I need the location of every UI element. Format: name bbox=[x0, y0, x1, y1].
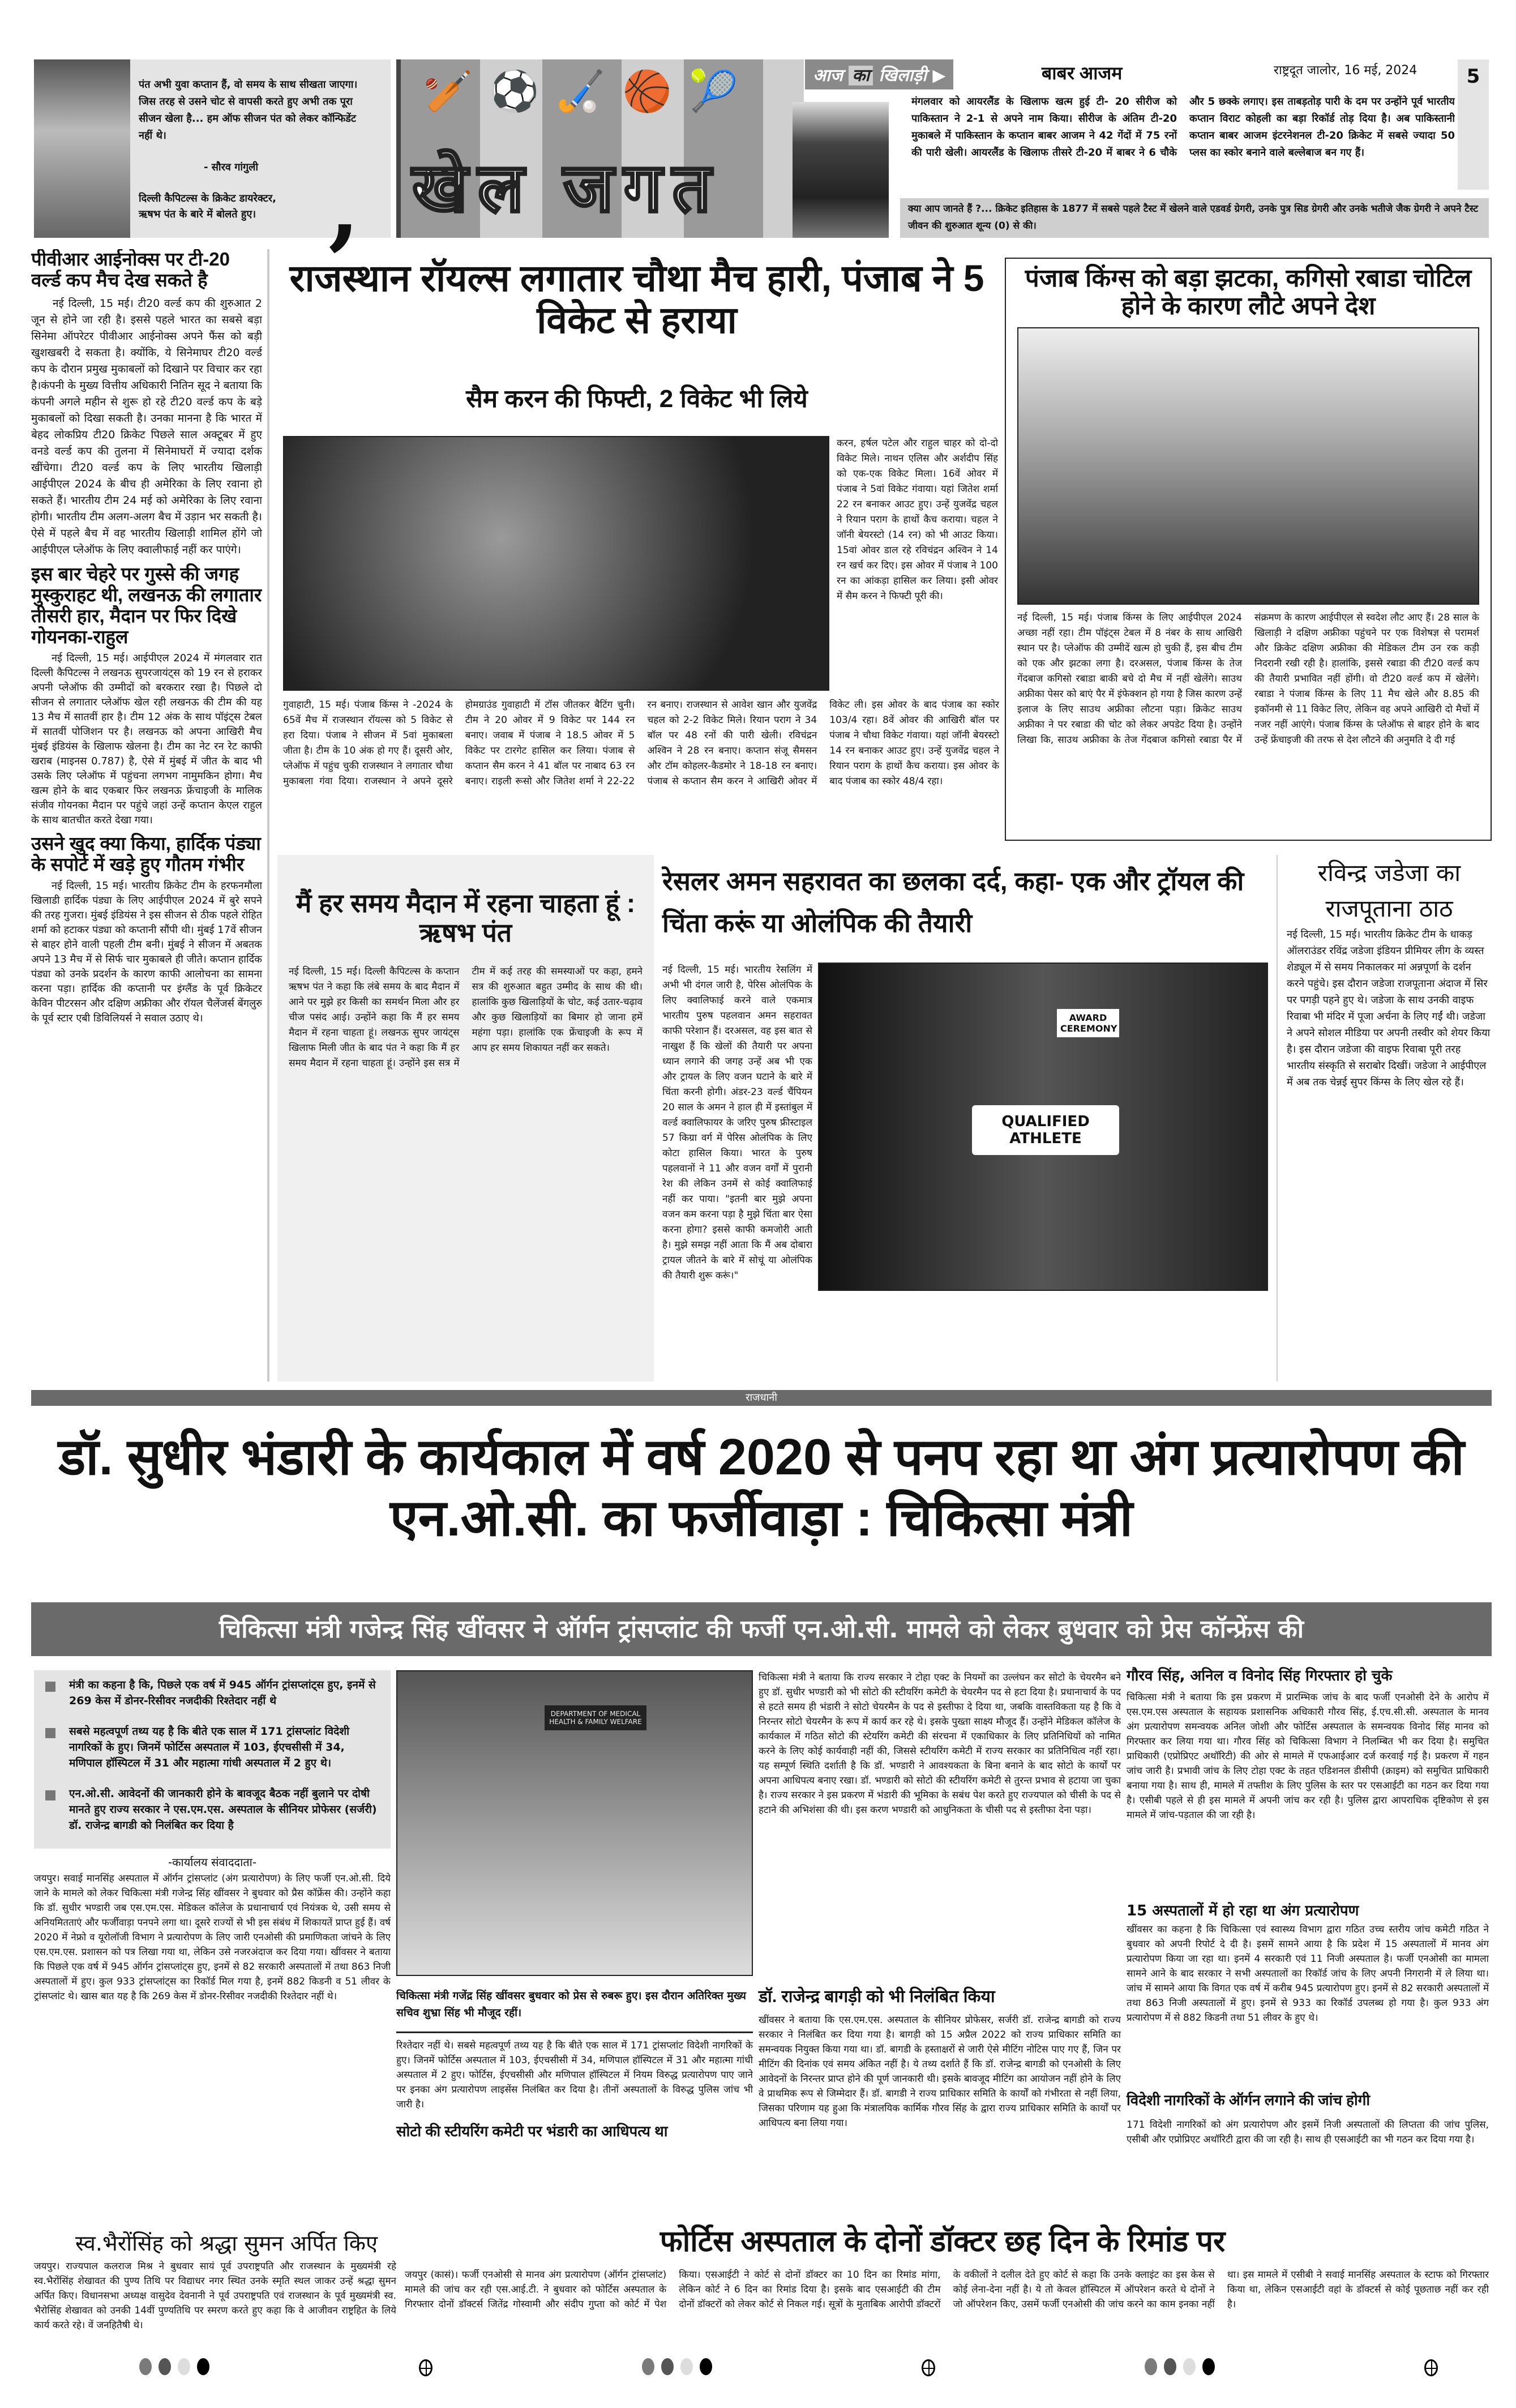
rabada-photo bbox=[1017, 327, 1479, 605]
badge-word: का bbox=[849, 66, 873, 85]
player-of-day-text: मंगलवार को आयरलैंड के खिलाफ खत्म हुई टी- 20 सीरीज को पाकिस्तान ने 2-1 से अपने नाम किया। सीरीज के अंतिम टी-20 मुकाबले में पाकिस्तान के कप्तान बाबर आजम ने 42 गेंदों में 75 रनों की पारी खेली। आयरलैंड के खिलाफ तीसरे टी-20 में बाबर ने 6 चौके और 5 छक्के लगाए। इस ताबड़तोड़ पारी के दम पर उन्होंने पूर्व भारतीय कप्तान विराट कोहली का बड़ा रिकॉर्ड तोड़ दिया है। अब पाकिस्तानी कप्तान बाबर आजम इंटरनेशनल टी-20 क्रिकेट में सबसे ज्यादा 50 प्लस का स्कोर बनाने वाले बल्लेबाज बन गए हैं। bbox=[911, 96, 1455, 159]
rajasthan-subheadline: सैम करन की फिफ्टी, 2 विकेट भी लिये bbox=[466, 385, 808, 413]
color-dots bbox=[639, 2358, 716, 2377]
player-of-day-badge: आज का खिलाड़ी ▶ bbox=[805, 59, 953, 89]
aman-headline: रेसलर अमन सहरावत का छलका दर्द, कहा- एक और ट्रॉयल की चिंता करूं या ओलंपिक की तैयारी bbox=[662, 866, 1244, 938]
photo-sign: QUALIFIED ATHLETE bbox=[972, 1105, 1119, 1155]
quote-text: पंत अभी युवा कप्तान हैं, वो समय के साथ सीखता जाएगा। जिस तरह से उसने चोट से वापसी करते हुए अभी तक पूरा सीजन खेला है... हम ऑफ सीजन पंत को लेकर कॉन्फिडेंट नहीं थे। bbox=[139, 79, 358, 142]
photo-sign: DEPARTMENT OF MEDICAL HEALTH & FAMILY WELFARE bbox=[545, 1705, 646, 1730]
subhead-foreign: विदेशी नागरिकों के ऑर्गन लगाने की जांच होगी bbox=[1127, 2092, 1371, 2108]
jadeja-headline: रविन्द्र जडेजा का राजपूताना ठाठ bbox=[1317, 859, 1461, 922]
square-bullet-icon bbox=[45, 1682, 55, 1692]
punjab-story-box bbox=[1005, 258, 1492, 841]
highlight-item bbox=[45, 1786, 379, 1833]
pant-story bbox=[277, 855, 654, 1382]
color-dots bbox=[1141, 2358, 1218, 2377]
left-column bbox=[31, 249, 262, 1382]
highlight-text: सबसे महत्वपूर्ण तथ्य यह है कि बीते एक साल में 171 ट्रांसप्लांट विदेशी नागरिकों के हुए। जिनमें फोर्टिस अस्पताल में 103, ईएचसीसी में 34, मणिपाल हॉस्पिटल में 31 और महात्मा गांधी अस्पताल में 2 हुए थे। bbox=[69, 1725, 350, 1769]
highlights-box bbox=[34, 1670, 391, 1849]
registration-mark-icon bbox=[922, 2359, 935, 2376]
quote-mark-icon: , bbox=[328, 153, 360, 260]
square-bullet-icon bbox=[45, 1728, 55, 1738]
jadeja-body: नई दिल्ली, 15 मई। भारतीय क्रिकेट टीम के धाकड़ ऑलराउंडर रविंद्र जडेजा इंडियन प्रीमियर लीग के व्यस्त शेड्यूल में से समय निकालकर मां अन्नपूर्णा के दर्शन करने पहुंचे। इस दौरान जडेजा राजपूताना अंदाज में सिर पर पगड़ी पहने हुए थे। जडेजा के साथ उनकी वाइफ रिवाबा भी मंदिर में पूजा अर्चना के लिए गईं थी। जडेजा ने अपने सोशल मीडिया पर अपनी तस्वीर को शेयर किया है। इस दौरान जडेजा की वाइफ रिवाबा पूरी तरह भारतीय संस्कृति से सराबोर दिखीं। जडेजा ने आईपीएल में अब तक चेन्नई सुपर किंग्स के लिए खेल रहे हैं। bbox=[1287, 929, 1491, 1088]
highlight-text: एन.ओ.सी. आवेदनों की जानकारी होने के बावजूद बैठक नहीं बुलाने पर दोषी मानते हुए राज्य सरकार ने एस.एम.एस. अस्पताल के सीनियर प्रोफेसर (सर्जरी) डॉ. राजेन्द्र बागडी को निलंबित कर दिया है bbox=[69, 1787, 377, 1832]
arrest-body: चिकित्सा मंत्री ने बताया कि इस प्रकरण में प्रारम्भिक जांच के बाद फर्जी एनओसी देने के आरोप में एस.एम.एस अस्पताल के सहायक प्रशासनिक अधिकारी गौरव सिंह, ई.एच.सी.सी. अस्पताल के मानव अंग प्रत्यारोपण समन्वयक अनिल जोशी और फोर्टिस अस्पताल के समन्वयक विनोद सिंह मानव को गिरफ्तार कर लिया गया था। गौरव सिंह को चिकित्सा विभाग ने निलम्बित भी कर दिया है। समुचित प्राधिकारी (एप्रोप्रिएट अथॉरिटी) की ओर से मामले में एफआईआर दर्ज करवाई गई है। प्रकरण में गहन जांच जारी है। प्रभावी जांच के लिए टोहा एक्ट के तहत एडिशनल डीसीपी (क्राइम) को समुचित प्राधिकारी बनाया गया है। साथ ही, मामले में तफ्तीश के लिए पुलिस के स्तर पर एसआईटी का गठन कर दिया गया है। एसीबी पहले से ही इस मामले में अपनी जांच कर रही है। पुलिस द्वारा आपराधिक दृष्टिकोण से इस मामले में जांच-पड़ताल की जा रही है। bbox=[1127, 1692, 1489, 1821]
rajasthan-side-text: करन, हर्षल पटेल और राहुल चाहर को दो-दो विकेट मिले। नाथन एलिस और अर्शदीप सिंह को एक-एक विकेट मिला। 16वें ओवर में पंजाब ने 5वां विकेट गंवाया। यहां जितेश शर्मा 22 रन बनाकर आउट हुए। उन्हें युजवेंद्र चहल ने रियान पराग के हाथों कैच कराया। चहल ने जॉनी बेयरस्टो (14 रन) को भी आउट किया। 15वां ओवर डाल रहे रविचंद्रन अश्विन ने 14 रन खर्च कर दिए। इस ओवर में पंजाब ने 100 रन का आंकड़ा हासिल कर लिया। इसी ओवर में सैम करन ने फिफ्टी पूरी की। bbox=[837, 438, 998, 602]
story-body: नई दिल्ली, 15 मई। आईपीएल 2024 में मंगलवार रात दिल्ली कैपिटल्स ने लखनऊ सुपरजायंट्स को 19 रन से हराकर अपनी प्लेऑफ की उम्मीदों को बरकरार रखा है। पिछले दो सीजन से लगातार प्लेऑफ खेल रही लखनऊ की टीम की यह 13 मैच में सातवीं हार है। टीम 12 अंक के साथ पॉइंट्स टेबल में सातवीं पोजिशन पर है। लखनऊ को अपना आखिरी मैच मुंबई इंडियंस के खिलाफ खेलना है। टीम का नेट रन रेट काफी खराब (माइनस 0.787) है, ऐसे में मुंबई में जीत के बाद भी उसके लिए प्लेऑफ में पहुंचना लगभग नामुमकिन होगा। मैच खत्म होने के बाद एकबार फिर लखनऊ फ्रेंचाइजी के मालिक संजीव गोयनका मैदान पर पहुंचे जहां उन्हें कप्तान केएल राहुल के साथ बातचीत करते देखा गया। bbox=[31, 652, 262, 826]
highlight-text: मंत्री का कहना है कि, पिछले एक वर्ष में 945 ऑर्गन ट्रांसप्लांट्स हुए, इनमें से 269 केस में डोनर-रिसीवर नजदीकी रिश्तेदार नहीं थे bbox=[69, 1679, 376, 1707]
highlight-item bbox=[45, 1723, 379, 1771]
press-conference-photo bbox=[396, 1670, 753, 1976]
registration-mark-icon bbox=[1424, 2359, 1438, 2376]
color-dots bbox=[136, 2358, 213, 2377]
fortis-body: जयपुर (कासं)। फर्जी एनओसी से मानव अंग प्रत्यारोपण (ऑर्गन ट्रांसप्लांट) मामले की जांच कर रही एस.आई.टी. ने बुधवार को फोर्टिस अस्पताल के गिरफ्तार दोनों डॉक्टर्स जितेंद्र गोस्वामी और संदीप गुप्ता को कोर्ट में पेश किया। एसआईटी ने कोर्ट से दोनों डॉक्टर का 10 दिन का रिमांड मांगा, लेकिन कोर्ट ने 6 दिन का रिमांड दिया है। इसके बाद एसआईटी की टीम दोनों डॉक्टरों को लेकर कोर्ट से निकल गई। सूत्रों के मुताबिक आरोपी डॉक्टरों के वकीलों ने दलील देते हुए कोर्ट से कहा कि उनके क्लाइंट का इस केस से कोई लेना-देना नहीं है। ये तो केवल हॉस्पिटल में ऑपरेशन करते थे दोनों ने जो ऑपरेशन किए, उसमें फर्जी एनओसी की जांच करने का काम इनका नहीं था। इस मामले में एसीबी ने सवाई मानसिंह अस्पताल के स्टाफ को गिरफ्तार किया था, लेकिन एसआईटी वहां के डॉक्टर्स से कोई पूछताछ नहीं कर रही है। bbox=[405, 2269, 1489, 2310]
aman-sehrawat-photo bbox=[818, 963, 1268, 1291]
sourav-ganguly-photo bbox=[34, 59, 130, 238]
subhead-arrest: गौरव सिंह, अनिल व विनोद सिंह गिरफ्तार हो चुके bbox=[1127, 1667, 1393, 1684]
fortis-headline: फोर्टिस अस्पताल के दोनों डॉक्टर छह दिन के रिमांड पर bbox=[659, 2225, 1226, 2258]
obituary-headline: स्व.भैरोंसिंह को श्रद्धा सुमन अर्पित किए bbox=[75, 2231, 378, 2256]
section-logo-banner bbox=[396, 59, 804, 238]
pant-headline: मैं हर समय मैदान में रहना चाहता हूं : ऋषभ पंत bbox=[296, 888, 636, 947]
aman-body: नई दिल्ली, 15 मई। भारतीय रेसलिंग में अभी भी दंगल जारी है, पेरिस ओलंपिक के लिए क्वालिफाई करने वाले एकमात्र भारतीय पुरुष पहलवान अमन सहरावत काफी परेशान हैं। दरअसल, वह इस बात से नाखुश हैं कि खेलों की तैयारी पर अपना ध्यान लगाने की जगह उन्हें अब भी एक और ट्रायल के लिए वजन घटाने के बारे में चिंता करनी होगी। अंडर-23 वर्ल्ड चैंपियन 20 साल के अमन ने हाल ही में इस्तांबुल में वर्ल्ड क्वालिफायर के जरिए पुरुष फ्रीस्टाइल 57 किग्रा वर्ग में पेरिस ओलंपिक के लिए कोटा हासिल किया। भारत के पुरुष पहलवानों ने 11 और वजन वर्गों में पुरानी रेश की लेकिन उनमें से कोई क्वालिफाई नहीं कर पाया। "इतनी बार मुझे अपना वजन कम करना पड़ा है मुझे चिंता बार ऐसा करना होगा? इससे काफी कमजोरी आती है। मुझे समझ नहीं आता कि मैं अब दोबारा ट्रायल जीतने के बारे में सोचूं या ओलंपिक की तैयारी शुरू करूं।" bbox=[662, 964, 812, 1281]
newspaper-date: राष्ट्रदूत जालोर, 16 मई, 2024 bbox=[1274, 63, 1417, 78]
bagdi-body: खींवसर ने बताया कि एस.एम.एस. अस्पताल के सीनियर प्रोफेसर, सर्जरी डॉ. राजेन्द्र बागडी को राज्य सरकार ने निलंबित कर दिया गया है। बागड़ी को 15 अप्रैल 2022 को राज्य प्राधिकार समिति का समन्वयक नियुक्त किया गया था। डॉ. बागडी के हस्ताक्षरों से जारी ऐसे मीटिंग नोटिस पाए गए हैं, जिन पर मीटिंग की दिनांक एवं समय अंकित नहीं है। ये तथ्य दर्शाते हैं कि डॉ. राजेन्द्र बागडी को एनओसी के लिए आवेदनों के निरन्तर प्राप्त होने की पूर्ण जानकारी थी। इसके बावजूद मीटिंग का आयोजन नहीं होने के लिए वे प्राथमिक रूप से जिम्मेदार हैं। डॉ. बागडी ने राज्य प्राधिकार समिति के कार्यों को गंभीरता से नहीं लिया, जिसका परिणाम यह हुआ कि मंत्रालयिक कार्मिक गौरव सिंह के द्वारा राज्य प्राधिकार समिति के कार्यों पर आधिपत्य बना लिया गया। bbox=[759, 2014, 1121, 2129]
subhead-bagdi: डॉ. राजेन्द्र बागड़ी को भी निलंबित किया bbox=[759, 1987, 995, 2006]
pant-body: नई दिल्ली, 15 मई। दिल्ली कैपिटल्स के कप्तान ऋषभ पंत ने कहा कि लंबे समय के बाद मैदान में आने पर मुझे हर किसी का समर्थन मिला और हर चीज पसंद आई। उन्होंने कहा कि मैं हर समय मैदान में रहना चाहता हूं। लखनऊ सुपर जायंट्स खिलाफ मिली जीत के बाद पंत ने कहा कि मैं हर समय मैदान में रहना चाहता हूं। उन्होंने इस सत्र में टीम में कई तरह की समस्याओं पर कहा, हमने सत्र की शुरुआत बहुत उम्मीद के साथ की थी। हालांकि कुछ खिलाड़ियों के चोट, कई उतार-चढ़ाव और कुछ खिलाड़ियों का बिमार हो जाना हमें महंगा पड़ा। हालांकि एक फ्रेंचाइजी के रूप में आप हर समय शिकायत नहीं कर सकते। bbox=[289, 966, 643, 1070]
badge-word: आज bbox=[813, 66, 843, 85]
rajasthan-body: गुवाहाटी, 15 मई। पंजाब किंग्स ने -2024 के 65वें मैच में राजस्थान रॉयल्स को 5 विकेट से हरा दिया। पंजाब ने सीजन में 5वां मुकाबला जीता है। टीम के 10 अंक हो गए हैं। दूसरी ओर, प्लेऑफ में पहुंच चुकी राजस्थान ने लगातार चौथा मुकाबला गंवा दिया। राजस्थान ने अपने दूसरे होमग्राउंड गुवाहाटी में टॉस जीतकर बैटिंग चुनी। टीम ने 20 ओवर में 9 विकेट पर 144 रन बनाए। जवाब में पंजाब ने 18.5 ओवर में 5 विकेट पर टारगेट हासिल कर लिया। पंजाब से कप्तान सैम करन ने 41 बॉल पर नाबाद 63 रन बनाए। राइली रूसो और जितेश शर्मा ने 22-22 रन बनाए। राजस्थान से आवेश खान और युजवेंद्र चहल को 2-2 विकेट मिले। रियान पराग ने 34 बॉल पर 48 रनों की पारी खेली। रविचंद्रन अश्विन ने 28 रन बनाए। कप्तान संजू सैमसन और टॉम कोहलर-कैडमोर ने 18-18 रन बनाए। पंजाब से कप्तान सैम करन ने आखिरी ओवर में विकेट ली। इस ओवर के बाद पंजाब का स्कोर 103/4 रहा। 8वें ओवर की आखिरी बॉल पर पंजाब ने चौथा विकेट गंवाया। यहां जॉनी बेयरस्टो 14 रन बनाकर आउट हुए। उन्हें युजवेंद्र चहल ने रियान पराग के हाथों कैच कराया। इस ओवर के बाद पंजाब का स्कोर 48/4 रहा। bbox=[283, 699, 999, 787]
byline: -कार्यालय संवाददाता- bbox=[168, 1855, 257, 1869]
rajasthan-match-photo bbox=[283, 436, 829, 691]
registration-mark-icon bbox=[419, 2359, 432, 2376]
page-number: 5 bbox=[1458, 59, 1489, 190]
quote-description: दिल्ली कैपिटल्स के क्रिकेट डायरेक्टर, ऋषभ पंत के बारे में बोलते हुए। bbox=[139, 193, 276, 220]
subhead-soto: सोटो की स्टीयरिंग कमेटी पर भंडारी का आधिपत्य था bbox=[396, 2123, 668, 2140]
player-name: बाबर आजम bbox=[1042, 63, 1123, 83]
lead-body-left: जयपुर। सवाई मानसिंह अस्पताल में ऑर्गन ट्रांसप्लांट (अंग प्रत्यारोपण) के लिए फर्जी एन.ओ.सी. दिये जाने के मामले को लेकर चिकित्सा मंत्री गजेन्द्र सिंह खींवसर ने बुधवार को प्रैस कॉफ्रेंस की। उन्होंने कहा कि डॉ. सुधीर भण्डारी जब एस.एम.एस. मेडिकल कॉलेज के प्रधानाचार्य एवं नियंत्रक थे, उसी समय से अनियमितताएं और फर्जीवाड़ा पनपने लगा था। दूसरे राज्यों से भी इस संबंध में शिकायतें प्राप्त हुई हैं। वर्ष 2020 में नेफ्रो व यूरोलॉजी विभाग ने प्रत्यारोपण के लिए जारी एनओसी की प्रमाणिकता जांचने के लिए एस.एम.एस. प्रशासन को पत्र लिखा गया था, लेकिन उसे नजरअंदाज कर दिया गया। खींवसर ने बताया कि पिछले एक वर्ष में 945 ऑर्गन ट्रांसप्लांट्स हुए, इनमें से 82 सरकारी अस्पतालों में तथा 863 निजी अस्पतालों में हुए। कुल 933 ट्रांसप्लांट्स का रिकॉर्ड मिल गया है, इनमें 882 किडनी व 51 लीवर के ट्रांसप्लांट थे। खास बात यह है कि 269 केस में डोनर-रिसीवर नजदीकी रिश्तेदार नहीं थे। bbox=[34, 1873, 391, 2002]
subhead-15-hospitals: 15 अस्पतालों में हो रहा था अंग प्रत्यारोपण bbox=[1127, 1902, 1359, 1919]
punjab-body: नई दिल्ली, 15 मई। पंजाब किंग्स के लिए आईपीएल 2024 अच्छा नहीं रहा। टीम पॉइंट्स टेबल में 8 नंबर के साथ आखिरी स्थान पर है। प्लेऑफ की उम्मीदें खत्म हो चुकी हैं, इस बीच टीम को एक और झटका लगा है। दरअसल, पंजाब किंग्स के तेज गेंदबाज कगिसो रबाडा बाकी बचे दो मैच में नहीं खेलेंगे। साउथ अफ्रीका पेसर को बाएं पैर में इंफेक्शन हो गया है जिस कारण उन्हें इलाज के लिए साउथ अफ्रीका लौटना पड़ा। क्रिकेट साउथ अफ्रीका ने पर रबाडा की चोट को लेकर अपडेट दिया है। उन्होंने लिखा कि, साउथ अफ्रीका के तेज गेंदबाज कगिसो रबाडा पैर में संक्रमण के कारण आईपीएल से स्वदेश लौट आए हैं। 28 साल के खिलाड़ी ने दक्षिण अफ्रीका पहुंचने पर एक विशेषज्ञ से परामर्श और क्रिकेट दक्षिण अफ्रीका की मेडिकल टीम उन रक कड़ी निदरानी रखी रही है। हालांकि, इससे रबाडा की टी20 वर्ल्ड कप की तैयारी प्रभावित नहीं होंगी। वो टी20 वर्ल्ड कप में खेलेंगे। रबाडा ने पंजाब किंग्स के लिए 11 मैच खेले और 8.85 की इकॉनमी से 11 विकेट लिए, लेकिन वह अपने आखिरी दो मैचों में नजर नहीं आएंगे। पंजाब किंग्स के प्लेऑफ से बाहर होने के बाद उन्हें फ्रेंचाइजी की तरफ से देश लौटने की अनुमति दे दी गई bbox=[1017, 611, 1479, 746]
section-logo: खेल जगत bbox=[412, 150, 721, 226]
sports-icons: 🏏⚽🏑🏀🎾 bbox=[423, 68, 755, 114]
photo-sign: AWARD CEREMONY bbox=[1057, 1009, 1119, 1037]
quote-box bbox=[34, 59, 391, 260]
story-headline: उसने खुद क्या किया, हार्दिक पंड्या के सपोर्ट में खड़े हुए गौतम गंभीर bbox=[31, 832, 261, 875]
hospitals-body: खींवसर का कहना है कि चिकित्सा एवं स्वास्थ्य विभाग द्वारा गठित उच्च स्तरीय जांच कमेटी गठित ने बुधवार को अपनी रिपोर्ट दे दी है। इसमें सामने आया है कि प्रदेश में 15 अस्पतालों में मानव अंग प्रत्यारोपण किया जा रहा था। इनमें 4 सरकारी एवं 11 निजी अस्पताल है। फर्जी एनओसी का मामला सामने आने के बाद सरकार ने सभी अस्पतालों का रिकॉर्ड जांच के लिए अपनी निगरानी में ले लिया था। जांच में सामने आया कि विगत एक वर्ष में करीब 945 प्रत्यारोपण हुए। इनमें से 82 सरकारी अस्पतालों में तथा 863 निजी अस्पतालों में हुए। इनमें से 933 का रिकॉर्ड उपलब्ध हो गया है। कुल 933 अंग प्रत्यारोपण में से 882 किडनी तथा 51 लीवर के हुए थे। bbox=[1127, 1924, 1489, 2024]
section-label: राजधानी bbox=[31, 1390, 1492, 1406]
story-body: नई दिल्ली, 15 मई। टी20 वर्ल्ड कप की शुरुआत 2 जून से होने जा रही है। इससे पहले भारत का सबसे बड़ा सिनेमा ऑपरेटर पीवीआर आईनोक्स अपने फैंस को बड़ी खुशखबरी दे सकता है। क्योंकि, ये सिनेमाघर टी20 वर्ल्ड कप के दौरान प्रमुख मुकाबलों को दिखाने पर विचार कर रहा है।कंपनी के मुख्य वित्तीय अधिकारी नितिन सूद ने बताया कि कंपनी अगले महीन से शुरू हो रहे टी20 वर्ल्ड कप के बड़े मुकाबलों को दिखा सकती है। उनका मानना है कि भारत में बेहद लोकप्रिय टी20 क्रिकेट पिछले साल अक्टूबर में हुए वनडे वर्ल्ड कप की तुलना में सिनेमाघरों में ज्यादा दर्शक खींचेगा। टी20 वर्ल्ड कप के लिए भारतीय खिलाड़ी आईपीएल 2024 के बीच ही अमेरिका के लिए रवाना हो सकते हैं। भारतीय टीम 24 मई को अमेरिका के लिए रवाना होगी। भारतीय टीम अलग-अलग बैच में उड़ान भर सकती है। ऐसे में पहले बैच में वह भारतीय खिलाड़ी शामिल होंगे जो आईपीएल प्लेऑफ के लिए क्वालीफाई नहीं कर पाएंगे। bbox=[31, 297, 262, 556]
column-divider bbox=[267, 249, 269, 1382]
story-headline: पीवीआर आईनोक्स पर टी-20 वर्ल्ड कप मैच देख सकते है bbox=[31, 249, 230, 290]
did-you-know: क्या आप जानते हैं ?... क्रिकेट इतिहास के 1877 में सबसे पहले टैस्ट में खेलने वाले एडवर्ड ग्रेगरी, उनके पुत्र सिड ग्रेगरी और उनके भतीजे जैक ग्रेगरी ने अपने टैस्ट जीवन की शुरुआत शून्य (0) से की। bbox=[900, 198, 1489, 238]
lead-headline: डॉ. सुधीर भंडारी के कार्यकाल में वर्ष 2020 से पनप रहा था अंग प्रत्यारोपण की एन.ओ.सी. का फर्जीवाड़ा : चिकित्सा मंत्री bbox=[58, 1429, 1464, 1547]
quote-author: - सौरव गांगुली bbox=[204, 161, 258, 173]
photo-caption: चिकित्सा मंत्री गजेंद्र सिंह खींवसर बुधवार को प्रेस से रुबरू हुए। इस दौरान अतिरिक्त मुख्य सचिव शुभ्रा सिंह भी मौजूद रहीं। bbox=[396, 1987, 753, 2033]
print-registration-marks bbox=[136, 2358, 1438, 2377]
highlight-item bbox=[45, 1677, 379, 1709]
story-body: नई दिल्ली, 15 मई। भारतीय क्रिकेट टीम के हरफनमौला खिलाडी हार्दिक पंड्या के लिए आईपीएल 2024 में बुरे सपने की तरह गुजरा। मुंबई इंडियंस ने इस सीजन से ठीक पहले रोहित शर्मा को हटाकर पंड्या को कप्तानी सौंपी थी। मुंबई 17वें सीजन से बाहर होने वाली पहली टीम बनी। मुंबई ने सीजन में अबतक अपने 13 मैच में से सिर्फ चार मुकाबले ही जीते। कप्तान हार्दिक पंड्या को उनके प्रदर्शन के कारण काफी आलोचना का सामना करना पड़ा। हार्दिक की कप्तानी पर इंग्लैंड के पूर्व क्रिकेटर केविन पीटरसन और दक्षिण अफ्रीका और रॉयल चैलेंजर्स बेंगलुरु के पूर्व स्टार एबी डिविलियर्स ने सवाल उठाए थे। bbox=[31, 879, 262, 1024]
square-bullet-icon bbox=[45, 1790, 55, 1800]
foreign-body: 171 विदेशी नागरिकों को अंग प्रत्यारोपण और इसमें निजी अस्पतालों की लिप्तता की जांच पुलिस, एसीबी और एप्रोप्रिएट अथॉरिटी द्वारा की जा रही है। साथ ही एसआईटी का भी गठन कर दिया गया है। bbox=[1127, 2119, 1489, 2145]
lead-body-under-photo: रिश्तेदार नहीं थे। सबसे महत्वपूर्ण तथ्य यह है कि बीते एक साल में 171 ट्रांसप्लांट विदेशी नागरिकों के हुए। जिनमें फोर्टिस अस्पताल में 103, ईएचसीसी में 34, मणिपाल हॉस्पिटल में 31 और महात्मा गांधी अस्पताल में 2 हुए। फोर्टिस, ईएचसीसी और मणिपाल हॉस्पिटल में नियम विरुद्ध प्रत्यारोपण पाए जाने पर इनका अंग प्रत्यारोपण लाइसेंस निलंबित कर दिया है। तीनों अस्पतालों के विरुद्ध पुलिस जांच भी जारी है। bbox=[396, 2040, 753, 2110]
obituary-body: जयपुर। राज्यपाल कलराज मिश्र ने बुधवार सायं पूर्व उपराष्ट्रपति और राजस्थान के मुख्यमंत्री रहे स्व.भैरोंसिंह शेखावत की पुण्य तिथि पर विद्याधर नगर स्थित उनके स्मृति स्थल जाकर उन्हें श्रद्धा सुमन अर्पित किए। विधानसभा अध्यक्ष वासुदेव देवनानी ने पूर्व उपराष्ट्रपति एवं राजस्थान के पूर्व मुख्यमंत्री स्व. भैरोसिंह शेखावत को उनकी 14वीं पुण्यतिथि पर स्मरण करते हुए कहा कि वे आजीवन राष्ट्रहित के लिये कार्य करते रहे। वें जनहितैषी थे। bbox=[34, 2261, 396, 2331]
rajasthan-headline: राजस्थान रॉयल्स लगातार चौथा मैच हारी, पंजाब ने 5 विकेट से हराया bbox=[289, 257, 984, 341]
punjab-headline: पंजाब किंग्स को बड़ा झटका, कगिसो रबाडा चोटिल होने के कारण लौटे अपने देश bbox=[1025, 264, 1472, 320]
lead-deck: चिकित्सा मंत्री गजेन्द्र सिंह खींवसर ने ऑर्गन ट्रांसप्लांट की फर्जी एन.ओ.सी. मामले को लेकर बुधवार को प्रेस कॉन्फ्रेंस की bbox=[31, 1602, 1492, 1656]
babar-azam-photo bbox=[793, 102, 889, 238]
story-headline: इस बार चेहरे पर गुस्से की जगह मुस्कुराहट थी, लखनऊ की लगातार तीसरी हार, मैदान पर फिर दिखे गोयनका-राहुल bbox=[31, 563, 262, 647]
soto-body: चिकित्सा मंत्री ने बताया कि राज्य सरकार ने टोहा एक्ट के नियमों का उल्लंघन कर सोटो के चेयरमैन बने हुए डॉ. सुधीर भण्डारी को भी सोटो की स्टीयरिंग कमेटी के चेयरमैन पद से हटा दिया है। प्रधानाचार्य के पद से हटते समय ही भंडारी ने सोटो चेयरमैन के पद से इस्तीफा दे दिया था, जबकि वास्तविकता यह है कि वे निरन्तर सोटो चेयरमैन के रूप में कार्य कर रहे थे। इसके पुख्ता साक्ष्य मौजूद हैं। उन्होंने मेडिकल कॉलेज के कार्यकाल में गठित सोटो की स्टेयरिंग कमेटी की संरचना में एकाधिकार के लिए प्रतिनिधियों को नामित करने के लिए कोई कार्यवाही नहीं की, जिससे स्टीयरिंग कमेटी में राज्य सरकार का प्रतिनिधित्व नहीं रहा। यह सम्पूर्ण स्थिति दर्शाती है कि डॉ. भण्डारी ने आवश्यकता के बिना बनाने के बाद सोटो के कार्यों पर अपना आधिपत्य बनाए रखा। डॉ. भण्डारी को सोटो की स्टीयरिंग कमेटी से तुरन्त प्रभाव से हटाया जा चुका है। राज्य सरकार ने इस प्रकरण में भंडारी की भूमिका के सबंध पेश करते हुए राज्यपाल को चीसी के पद से हटाने की अभिशंसा की थी। इस करण भण्डारी को आधुनिकता के चीसी पद से इस्तीफा देना पड़ा। bbox=[759, 1672, 1121, 1816]
jadeja-story bbox=[1277, 855, 1492, 1382]
badge-word: खिलाड़ी bbox=[879, 66, 927, 85]
